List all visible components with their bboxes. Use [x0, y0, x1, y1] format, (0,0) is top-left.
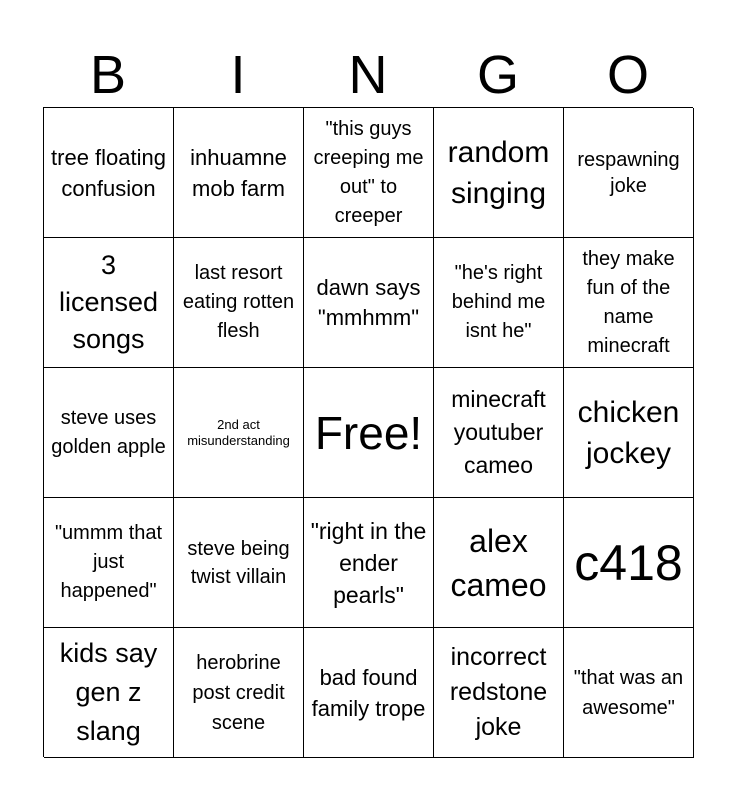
cell-text: minecraft youtuber cameo [451, 386, 546, 478]
cell-text: inhuamne mob farm [190, 144, 287, 201]
bingo-cell[interactable] [304, 108, 434, 238]
bingo-cell[interactable] [44, 628, 174, 758]
bingo-cell[interactable] [564, 368, 694, 498]
bingo-cell[interactable] [434, 238, 564, 368]
cell-text: kids say gen z slang [59, 638, 158, 746]
header-letter-b: B [89, 45, 127, 105]
cell-text: last resort eating rotten flesh [182, 262, 295, 342]
cell-text: steve uses golden apple [51, 406, 166, 458]
cell-text: steve being twist villain [187, 537, 290, 588]
free-cell[interactable] [304, 368, 434, 498]
bingo-header [43, 44, 693, 106]
cell-text: tree floating confusion [51, 144, 166, 201]
cell-text: they make fun of the name minecraft [582, 247, 675, 357]
header-letter-n: N [348, 45, 388, 105]
bingo-cell[interactable] [564, 628, 694, 758]
cell-text: alex cameo [450, 522, 547, 603]
cell-text: "he's right behind me isnt he" [451, 262, 546, 342]
bingo-cell[interactable] [174, 498, 304, 628]
cell-text: dawn says "mmhmm" [316, 274, 421, 330]
bingo-grid [43, 107, 693, 757]
bingo-cell[interactable] [564, 238, 694, 368]
cell-text: c418 [574, 534, 683, 591]
bingo-cell[interactable] [304, 498, 434, 628]
cell-text: 2nd act misunderstanding [187, 416, 290, 448]
cell-text: "right in the ender pearls" [310, 517, 427, 608]
cell-text: Free! [314, 406, 423, 459]
header-letter-g: G [476, 45, 519, 105]
cell-text: herobrine post credit scene [192, 651, 285, 734]
header-letter-i: I [230, 45, 246, 105]
bingo-cell[interactable] [434, 368, 564, 498]
bingo-cell[interactable] [44, 238, 174, 368]
cell-text: "ummm that just happened" [54, 522, 163, 602]
bingo-cell[interactable] [564, 108, 694, 238]
header-letter-o: O [606, 45, 649, 105]
cell-text: "that was an awesome" [573, 666, 684, 719]
cell-text: incorrect redstone joke [449, 643, 548, 741]
bingo-cell[interactable] [434, 498, 564, 628]
bingo-cell[interactable] [174, 108, 304, 238]
bingo-cell[interactable] [304, 238, 434, 368]
bingo-cell[interactable] [174, 368, 304, 498]
cell-text: bad found family trope [311, 664, 426, 721]
cell-text: respawning joke [577, 148, 680, 197]
cell-text: random singing [447, 135, 550, 210]
bingo-cell[interactable] [434, 628, 564, 758]
bingo-cell[interactable] [304, 628, 434, 758]
bingo-cell[interactable] [44, 368, 174, 498]
bingo-cell[interactable] [44, 108, 174, 238]
cell-text: chicken jockey [577, 395, 680, 470]
bingo-cell[interactable] [564, 498, 694, 628]
cell-text: 3 licensed songs [58, 250, 159, 354]
bingo-cell[interactable] [44, 498, 174, 628]
bingo-cell[interactable] [434, 108, 564, 238]
cell-text: "this guys creeping me out" to creeper [313, 117, 424, 227]
bingo-cell[interactable] [174, 628, 304, 758]
bingo-cell[interactable] [174, 238, 304, 368]
